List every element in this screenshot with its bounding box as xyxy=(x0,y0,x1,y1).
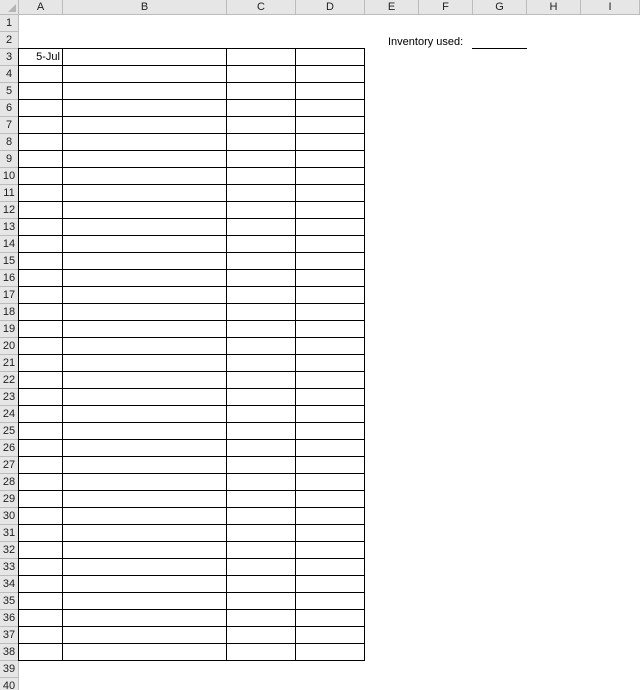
row-header-19[interactable]: 19 xyxy=(0,321,19,338)
cell-c11[interactable] xyxy=(227,185,296,202)
row-header-39[interactable]: 39 xyxy=(0,661,19,678)
cell-b38[interactable] xyxy=(63,644,227,661)
cell-c3[interactable] xyxy=(227,48,296,66)
cell-b11[interactable] xyxy=(63,185,227,202)
row-header-5[interactable]: 5 xyxy=(0,83,19,100)
cell-a34[interactable] xyxy=(18,576,63,593)
row-header-28[interactable]: 28 xyxy=(0,474,19,491)
cell-a4[interactable] xyxy=(18,66,63,83)
cell-a17[interactable] xyxy=(18,287,63,304)
row-header-33[interactable]: 33 xyxy=(0,559,19,576)
cell-c10[interactable] xyxy=(227,168,296,185)
cell-d33[interactable] xyxy=(296,559,365,576)
row-header-27[interactable]: 27 xyxy=(0,457,19,474)
cell-d12[interactable] xyxy=(296,202,365,219)
row-header-30[interactable]: 30 xyxy=(0,508,19,525)
cell-d15[interactable] xyxy=(296,253,365,270)
cell-d34[interactable] xyxy=(296,576,365,593)
row-header-7[interactable]: 7 xyxy=(0,117,19,134)
cell-c5[interactable] xyxy=(227,83,296,100)
cell-c27[interactable] xyxy=(227,457,296,474)
cell-a32[interactable] xyxy=(18,542,63,559)
cell-b21[interactable] xyxy=(63,355,227,372)
cell-a22[interactable] xyxy=(18,372,63,389)
row-header-31[interactable]: 31 xyxy=(0,525,19,542)
cell-a25[interactable] xyxy=(18,423,63,440)
cell-c9[interactable] xyxy=(227,151,296,168)
cell-d14[interactable] xyxy=(296,236,365,253)
cell-d17[interactable] xyxy=(296,287,365,304)
cell-d38[interactable] xyxy=(296,644,365,661)
cell-d5[interactable] xyxy=(296,83,365,100)
row-header-4[interactable]: 4 xyxy=(0,66,19,83)
cell-a13[interactable] xyxy=(18,219,63,236)
cell-d32[interactable] xyxy=(296,542,365,559)
column-header-i[interactable]: I xyxy=(581,0,640,15)
cell-a27[interactable] xyxy=(18,457,63,474)
cell-b20[interactable] xyxy=(63,338,227,355)
cell-c22[interactable] xyxy=(227,372,296,389)
cell-c38[interactable] xyxy=(227,644,296,661)
cell-a10[interactable] xyxy=(18,168,63,185)
cell-c34[interactable] xyxy=(227,576,296,593)
cell-d27[interactable] xyxy=(296,457,365,474)
column-header-c[interactable]: C xyxy=(227,0,296,15)
cell-c16[interactable] xyxy=(227,270,296,287)
row-header-36[interactable]: 36 xyxy=(0,610,19,627)
cell-b34[interactable] xyxy=(63,576,227,593)
cell-a26[interactable] xyxy=(18,440,63,457)
cell-b3[interactable] xyxy=(63,48,227,66)
inventory-used-label: Inventory used: xyxy=(388,36,464,48)
cell-a29[interactable] xyxy=(18,491,63,508)
row-header-35[interactable]: 35 xyxy=(0,593,19,610)
row-header-22[interactable]: 22 xyxy=(0,372,19,389)
cell-c23[interactable] xyxy=(227,389,296,406)
cell-d11[interactable] xyxy=(296,185,365,202)
row-header-18[interactable]: 18 xyxy=(0,304,19,321)
cell-a36[interactable] xyxy=(18,610,63,627)
row-header-8[interactable]: 8 xyxy=(0,134,19,151)
select-all-triangle-icon xyxy=(8,4,16,12)
row-header-2[interactable]: 2 xyxy=(0,32,19,49)
cell-d9[interactable] xyxy=(296,151,365,168)
cell-d10[interactable] xyxy=(296,168,365,185)
cell-b14[interactable] xyxy=(63,236,227,253)
cell-a35[interactable] xyxy=(18,593,63,610)
row-header-26[interactable]: 26 xyxy=(0,440,19,457)
cell-b33[interactable] xyxy=(63,559,227,576)
cell-d21[interactable] xyxy=(296,355,365,372)
cell-b15[interactable] xyxy=(63,253,227,270)
cell-b32[interactable] xyxy=(63,542,227,559)
column-header-g[interactable]: G xyxy=(473,0,527,15)
cell-d35[interactable] xyxy=(296,593,365,610)
cell-b19[interactable] xyxy=(63,321,227,338)
row-header-21[interactable]: 21 xyxy=(0,355,19,372)
cell-a38[interactable] xyxy=(18,644,63,661)
cell-c28[interactable] xyxy=(227,474,296,491)
cell-a3[interactable]: 5-Jul xyxy=(18,48,63,66)
cell-b25[interactable] xyxy=(63,423,227,440)
cell-c13[interactable] xyxy=(227,219,296,236)
cell-a5[interactable] xyxy=(18,83,63,100)
column-header-h[interactable]: H xyxy=(527,0,581,15)
row-header-11[interactable]: 11 xyxy=(0,185,19,202)
cell-b27[interactable] xyxy=(63,457,227,474)
cell-c31[interactable] xyxy=(227,525,296,542)
row-header-38[interactable]: 38 xyxy=(0,644,19,661)
column-header-f[interactable]: F xyxy=(419,0,473,15)
cell-a28[interactable] xyxy=(18,474,63,491)
cell-a24[interactable] xyxy=(18,406,63,423)
cell-c8[interactable] xyxy=(227,134,296,151)
column-header-e[interactable]: E xyxy=(365,0,419,15)
row-header-15[interactable]: 15 xyxy=(0,253,19,270)
cell-d29[interactable] xyxy=(296,491,365,508)
cell-a31[interactable] xyxy=(18,525,63,542)
row-header-9[interactable]: 9 xyxy=(0,151,19,168)
cell-b12[interactable] xyxy=(63,202,227,219)
cell-d8[interactable] xyxy=(296,134,365,151)
cell-c7[interactable] xyxy=(227,117,296,134)
cell-d26[interactable] xyxy=(296,440,365,457)
cell-d30[interactable] xyxy=(296,508,365,525)
cell-c35[interactable] xyxy=(227,593,296,610)
cell-c6[interactable] xyxy=(227,100,296,117)
row-header-14[interactable]: 14 xyxy=(0,236,19,253)
cell-c24[interactable] xyxy=(227,406,296,423)
cell-b35[interactable] xyxy=(63,593,227,610)
row-header-37[interactable]: 37 xyxy=(0,627,19,644)
cell-c17[interactable] xyxy=(227,287,296,304)
cell-c18[interactable] xyxy=(227,304,296,321)
cell-b7[interactable] xyxy=(63,117,227,134)
cell-d18[interactable] xyxy=(296,304,365,321)
row-header-10[interactable]: 10 xyxy=(0,168,19,185)
cell-c12[interactable] xyxy=(227,202,296,219)
cell-b30[interactable] xyxy=(63,508,227,525)
cell-d36[interactable] xyxy=(296,610,365,627)
cell-c32[interactable] xyxy=(227,542,296,559)
row-header-13[interactable]: 13 xyxy=(0,219,19,236)
cell-c29[interactable] xyxy=(227,491,296,508)
cell-c20[interactable] xyxy=(227,338,296,355)
cell-c19[interactable] xyxy=(227,321,296,338)
row-header-23[interactable]: 23 xyxy=(0,389,19,406)
row-header-1[interactable]: 1 xyxy=(0,15,19,32)
cell-a7[interactable] xyxy=(18,117,63,134)
cell-c37[interactable] xyxy=(227,627,296,644)
row-header-16[interactable]: 16 xyxy=(0,270,19,287)
row-header-12[interactable]: 12 xyxy=(0,202,19,219)
select-all-corner[interactable] xyxy=(0,0,19,15)
cell-b13[interactable] xyxy=(63,219,227,236)
cell-b18[interactable] xyxy=(63,304,227,321)
cell-b5[interactable] xyxy=(63,83,227,100)
cell-b29[interactable] xyxy=(63,491,227,508)
cell-b31[interactable] xyxy=(63,525,227,542)
cell-a18[interactable] xyxy=(18,304,63,321)
cell-c25[interactable] xyxy=(227,423,296,440)
cell-a6[interactable] xyxy=(18,100,63,117)
cell-a8[interactable] xyxy=(18,134,63,151)
cell-d4[interactable] xyxy=(296,66,365,83)
row-header-6[interactable]: 6 xyxy=(0,100,19,117)
cell-d37[interactable] xyxy=(296,627,365,644)
row-header-32[interactable]: 32 xyxy=(0,542,19,559)
cell-c4[interactable] xyxy=(227,66,296,83)
row-header-24[interactable]: 24 xyxy=(0,406,19,423)
cell-b22[interactable] xyxy=(63,372,227,389)
cell-a20[interactable] xyxy=(18,338,63,355)
cell-c21[interactable] xyxy=(227,355,296,372)
cell-d31[interactable] xyxy=(296,525,365,542)
cell-a11[interactable] xyxy=(18,185,63,202)
cell-a19[interactable] xyxy=(18,321,63,338)
inventory-used-blank[interactable] xyxy=(472,48,527,49)
row-header-17[interactable]: 17 xyxy=(0,287,19,304)
cell-c30[interactable] xyxy=(227,508,296,525)
cell-a15[interactable] xyxy=(18,253,63,270)
cell-a33[interactable] xyxy=(18,559,63,576)
column-header-d[interactable]: D xyxy=(296,0,365,15)
row-header-34[interactable]: 34 xyxy=(0,576,19,593)
cell-d24[interactable] xyxy=(296,406,365,423)
cell-c26[interactable] xyxy=(227,440,296,457)
cell-a23[interactable] xyxy=(18,389,63,406)
cell-a30[interactable] xyxy=(18,508,63,525)
cell-d28[interactable] xyxy=(296,474,365,491)
cell-a16[interactable] xyxy=(18,270,63,287)
column-header-a[interactable]: A xyxy=(19,0,63,15)
cell-d19[interactable] xyxy=(296,321,365,338)
cell-b36[interactable] xyxy=(63,610,227,627)
cell-a12[interactable] xyxy=(18,202,63,219)
cell-a14[interactable] xyxy=(18,236,63,253)
cell-c15[interactable] xyxy=(227,253,296,270)
cell-b23[interactable] xyxy=(63,389,227,406)
cell-b9[interactable] xyxy=(63,151,227,168)
row-header-20[interactable]: 20 xyxy=(0,338,19,355)
cell-b4[interactable] xyxy=(63,66,227,83)
cell-d6[interactable] xyxy=(296,100,365,117)
column-header-b[interactable]: B xyxy=(63,0,227,15)
cell-d22[interactable] xyxy=(296,372,365,389)
cell-c33[interactable] xyxy=(227,559,296,576)
cell-d23[interactable] xyxy=(296,389,365,406)
cell-b8[interactable] xyxy=(63,134,227,151)
cell-c36[interactable] xyxy=(227,610,296,627)
cell-a37[interactable] xyxy=(18,627,63,644)
cell-d3[interactable] xyxy=(296,48,365,66)
cell-b24[interactable] xyxy=(63,406,227,423)
cell-b28[interactable] xyxy=(63,474,227,491)
cell-a9[interactable] xyxy=(18,151,63,168)
row-header-29[interactable]: 29 xyxy=(0,491,19,508)
row-header-3[interactable]: 3 xyxy=(0,49,19,66)
cell-d20[interactable] xyxy=(296,338,365,355)
cell-b16[interactable] xyxy=(63,270,227,287)
cell-d13[interactable] xyxy=(296,219,365,236)
cell-d7[interactable] xyxy=(296,117,365,134)
cell-a21[interactable] xyxy=(18,355,63,372)
cell-b37[interactable] xyxy=(63,627,227,644)
row-header-25[interactable]: 25 xyxy=(0,423,19,440)
cell-d25[interactable] xyxy=(296,423,365,440)
row-header-40[interactable]: 40 xyxy=(0,678,19,690)
cell-d16[interactable] xyxy=(296,270,365,287)
cell-c14[interactable] xyxy=(227,236,296,253)
cell-b6[interactable] xyxy=(63,100,227,117)
cell-b10[interactable] xyxy=(63,168,227,185)
cell-b26[interactable] xyxy=(63,440,227,457)
cell-b17[interactable] xyxy=(63,287,227,304)
